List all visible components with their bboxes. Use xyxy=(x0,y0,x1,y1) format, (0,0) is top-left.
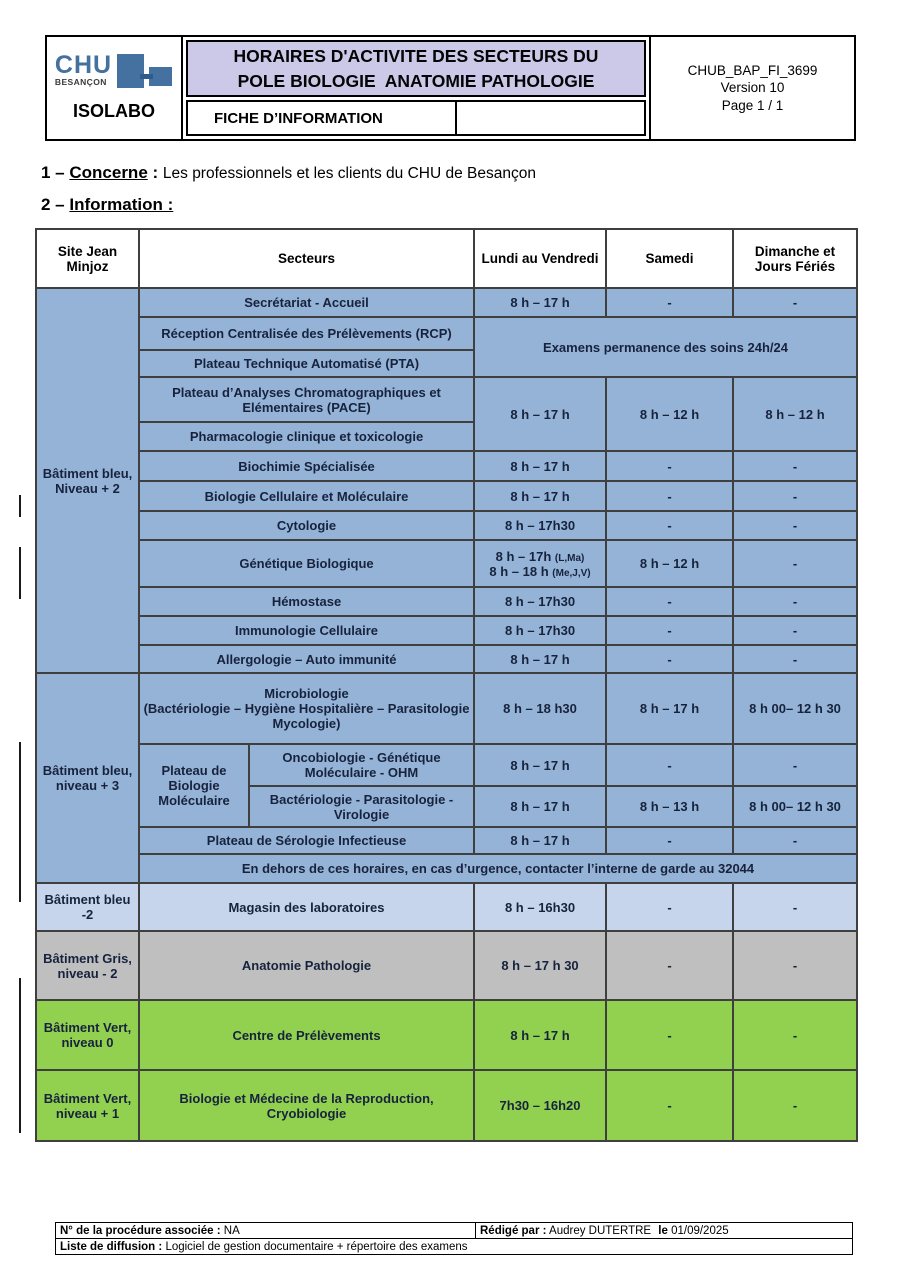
building-cell-bleu-niveau3: Bâtiment bleu, niveau + 3 xyxy=(36,673,139,883)
revision-bar xyxy=(19,742,21,902)
hours-cell: - xyxy=(606,451,733,481)
hours-cell: - xyxy=(733,827,857,854)
chu-logo-icon xyxy=(117,54,173,98)
building-cell-gris-moins2: Bâtiment Gris, niveau - 2 xyxy=(36,931,139,1000)
logo-square-big xyxy=(117,54,144,88)
table-row xyxy=(36,317,857,350)
hours-cell: - xyxy=(606,1000,733,1070)
hours-cell: 8 h 00– 12 h 30 xyxy=(733,673,857,744)
hours-cell: - xyxy=(733,616,857,645)
hours-cell: 8 h – 17h30 xyxy=(474,511,606,540)
sector-plateau-biologie-moleculaire: Plateau de Biologie Moléculaire xyxy=(139,744,249,827)
section-1-text: Les professionnels et les clients du CHU de Besançon xyxy=(162,165,536,182)
table-row xyxy=(36,1070,857,1141)
table-row xyxy=(36,511,857,540)
besancon-logo-text: BESANÇON xyxy=(54,77,107,87)
sector-centre-prelevements: Centre de Prélèvements xyxy=(139,1000,474,1070)
building-cell-bleu-moins2: Bâtiment bleu -2 xyxy=(36,883,139,931)
title-line-1: HORAIRES D'ACTIVITE DES SECTEURS DU xyxy=(233,46,599,66)
sector-biologie-reproduction: Biologie et Médecine de la Reproduction, Cryobiologie xyxy=(139,1070,474,1141)
table-row xyxy=(36,451,857,481)
sector-hemostase: Hémostase xyxy=(139,587,474,616)
revision-bar xyxy=(19,495,21,517)
hours-cell: - xyxy=(733,645,857,673)
hours-cell: - xyxy=(733,883,857,931)
table-row xyxy=(36,883,857,931)
hours-cell: - xyxy=(733,288,857,317)
hours-cell: - xyxy=(606,616,733,645)
hours-cell: 8 h – 17h30 xyxy=(474,616,606,645)
hours-cell: - xyxy=(733,1070,857,1141)
doc-page-number: Page 1 / 1 xyxy=(721,97,784,113)
section-2-number: 2 – xyxy=(41,195,70,214)
table-row xyxy=(36,673,857,744)
section-2-label: Information : xyxy=(69,195,174,214)
table-row xyxy=(36,1000,857,1070)
table-row xyxy=(36,377,857,422)
section-1-heading: 1 – Concerne : Les professionnels et les clients du CHU de Besançon xyxy=(41,163,536,182)
table-row xyxy=(36,931,857,1000)
section-1-label: Concerne xyxy=(69,163,148,182)
header-secteurs: Secteurs xyxy=(139,229,474,288)
footer-table xyxy=(55,1222,853,1255)
table-row xyxy=(36,616,857,645)
hours-cell: 8 h – 17h30 xyxy=(474,587,606,616)
hours-cell: 8 h – 17 h xyxy=(474,827,606,854)
hours-cell: 8 h – 17 h xyxy=(474,645,606,673)
sector-magasin: Magasin des laboratoires xyxy=(139,883,474,931)
header-samedi: Samedi xyxy=(606,229,733,288)
sector-biologie-cellulaire: Biologie Cellulaire et Moléculaire xyxy=(139,481,474,511)
title-line-2: POLE BIOLOGIE ANATOMIE PATHOLOGIE xyxy=(237,70,595,91)
hours-cell: 8 h 00– 12 h 30 xyxy=(733,786,857,827)
table-row xyxy=(36,645,857,673)
logo-connector xyxy=(140,74,153,79)
document-header xyxy=(45,35,856,141)
header-dimanche: Dimanche et Jours Fériés xyxy=(733,229,857,288)
urgence-note-cell: En dehors de ces horaires, en cas d’urgence, contacter l’interne de garde au 32044 xyxy=(139,854,857,883)
building-cell-vert-niveau0: Bâtiment Vert, niveau 0 xyxy=(36,1000,139,1070)
procedure-cell: N° de la procédure associée : NA xyxy=(56,1223,476,1239)
hours-cell: - xyxy=(733,511,857,540)
sector-secretariat: Secrétariat - Accueil xyxy=(139,288,474,317)
document-title xyxy=(186,40,646,97)
hours-cell: 8 h – 17 h xyxy=(474,1000,606,1070)
weekday-note: (L,Ma) xyxy=(554,552,585,564)
hours-cell: - xyxy=(606,1070,733,1141)
sector-pharmacologie: Pharmacologie clinique et toxicologie xyxy=(139,422,474,451)
hours-cell: 8 h – 12 h xyxy=(606,540,733,587)
table-row xyxy=(36,744,857,786)
hours-cell: - xyxy=(733,1000,857,1070)
hours-cell: 8 h – 17 h xyxy=(474,786,606,827)
building-cell-vert-niveau1: Bâtiment Vert, niveau + 1 xyxy=(36,1070,139,1141)
fiche-information-label: FICHE D’INFORMATION xyxy=(186,100,457,136)
hours-cell: - xyxy=(733,481,857,511)
hours-cell: 8 h – 17 h xyxy=(474,744,606,786)
hours-cell: - xyxy=(606,587,733,616)
hours-cell: - xyxy=(606,931,733,1000)
sector-rcp: Réception Centralisée des Prélèvements (RCP) xyxy=(139,317,474,350)
building-cell-bleu-niveau2: Bâtiment bleu, Niveau + 2 xyxy=(36,288,139,673)
schedule-table xyxy=(35,228,858,1142)
chu-logo-text: CHU xyxy=(54,51,113,79)
sector-genetique: Génétique Biologique xyxy=(139,540,474,587)
permanence-cell: Examens permanence des soins 24h/24 xyxy=(474,317,857,377)
header-lundi-vendredi: Lundi au Vendredi xyxy=(474,229,606,288)
sector-pta: Plateau Technique Automatisé (PTA) xyxy=(139,350,474,377)
hours-cell: 8 h – 12 h xyxy=(733,377,857,451)
hours-cell: - xyxy=(733,451,857,481)
sector-anatomie-pathologie: Anatomie Pathologie xyxy=(139,931,474,1000)
empty-header-cell xyxy=(455,100,646,136)
sector-microbiologie: Microbiologie (Bactériologie – Hygiène Hospitalière – Parasitologie Mycologie) xyxy=(139,673,474,744)
sector-allergologie: Allergologie – Auto immunité xyxy=(139,645,474,673)
table-row xyxy=(36,288,857,317)
redige-cell: Rédigé par : Audrey DUTERTRE le 01/09/2025 xyxy=(476,1223,853,1239)
table-header-row xyxy=(36,229,857,288)
hours-cell: - xyxy=(606,511,733,540)
hours-cell: 8 h – 17 h xyxy=(474,377,606,451)
table-row xyxy=(36,587,857,616)
hours-cell: - xyxy=(733,540,857,587)
header-site: Site Jean Minjoz xyxy=(36,229,139,288)
doc-reference: CHUB_BAP_FI_3699 xyxy=(687,62,818,78)
hours-cell: - xyxy=(606,481,733,511)
hours-cell: - xyxy=(606,744,733,786)
hours-cell: 8 h – 17 h xyxy=(474,451,606,481)
document-reference-block xyxy=(649,37,854,139)
hours-cell: 8 h – 17 h xyxy=(474,288,606,317)
hours-cell: - xyxy=(733,744,857,786)
isolabo-label: ISOLABO xyxy=(72,101,155,121)
revision-bar xyxy=(19,547,21,599)
header-middle xyxy=(183,37,649,139)
sector-cytologie: Cytologie xyxy=(139,511,474,540)
diffusion-cell: Liste de diffusion : Logiciel de gestion documentaire + répertoire des examens xyxy=(56,1239,853,1255)
hours-cell: 8 h – 17 h 30 xyxy=(474,931,606,1000)
revision-bar xyxy=(19,978,21,1133)
sector-bacteriologie-virologie: Bactériologie - Parasitologie - Virologie xyxy=(249,786,474,827)
sector-biochimie: Biochimie Spécialisée xyxy=(139,451,474,481)
sector-immunologie: Immunologie Cellulaire xyxy=(139,616,474,645)
hours-cell: - xyxy=(606,288,733,317)
hours-cell: - xyxy=(733,931,857,1000)
hours-cell: 8 h – 17 h xyxy=(606,673,733,744)
hours-cell: 8 h – 18 h30 xyxy=(474,673,606,744)
weekday-note: (Me,J,V) xyxy=(552,567,591,579)
sector-serologie: Plateau de Sérologie Infectieuse xyxy=(139,827,474,854)
footer-row-2 xyxy=(56,1239,853,1255)
section-1-number: 1 – xyxy=(41,163,70,182)
hours-cell: 8 h – 17 h xyxy=(474,481,606,511)
doc-version: Version 10 xyxy=(720,80,785,96)
table-row xyxy=(36,540,857,587)
footer-row-1 xyxy=(56,1223,853,1239)
hours-cell: - xyxy=(606,883,733,931)
hours-cell: 7h30 – 16h20 xyxy=(474,1070,606,1141)
hours-cell: - xyxy=(606,645,733,673)
hours-cell: 8 h – 13 h xyxy=(606,786,733,827)
hours-cell: 8 h – 16h30 xyxy=(474,883,606,931)
hours-cell-genetique: 8 h – 17h (L,Ma) 8 h – 18 h (Me,J,V) xyxy=(474,540,606,587)
sector-oncobiologie: Oncobiologie - Génétique Moléculaire - OHM xyxy=(249,744,474,786)
section-2-heading xyxy=(41,195,173,215)
hours-cell: 8 h – 12 h xyxy=(606,377,733,451)
table-row xyxy=(36,827,857,854)
hours-cell: - xyxy=(733,587,857,616)
table-row xyxy=(36,481,857,511)
hours-cell: - xyxy=(606,827,733,854)
sector-pace: Plateau d’Analyses Chromatographiques et Elémentaires (PACE) xyxy=(139,377,474,422)
table-row xyxy=(36,854,857,883)
logo-cell xyxy=(47,37,183,139)
